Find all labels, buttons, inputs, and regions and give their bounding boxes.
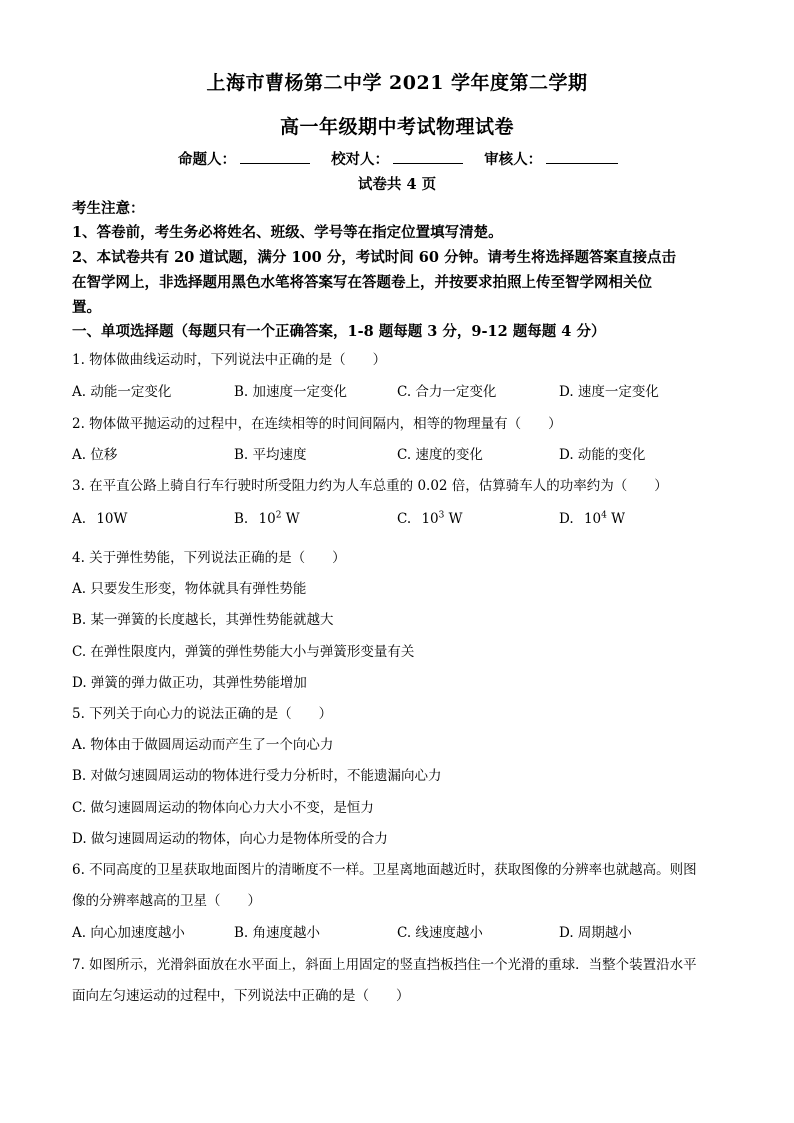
- question-6-stem-line-2: 像的分辨率越高的卫星（ ）: [72, 893, 261, 909]
- option-base: 10: [421, 511, 439, 527]
- question-2-option-a: A. 位移: [72, 447, 118, 463]
- checker-blank: [393, 149, 463, 164]
- question-2-option-c: C. 速度的变化: [397, 447, 483, 463]
- option-exponent: 4: [601, 510, 607, 521]
- question-4-option-d: D. 弹簧的弹力做正功，其弹性势能增加: [72, 675, 307, 691]
- question-2-option-d: D. 动能的变化: [559, 447, 646, 463]
- pages-note: 试卷共 4 页: [357, 176, 437, 193]
- notice-item-1: 1、答卷前，考生务必将姓名、班级、学号等在指定位置填写清楚。: [72, 224, 503, 241]
- question-1-option-d: D. 速度一定变化: [559, 384, 659, 400]
- question-3-option-c: [397, 511, 463, 527]
- question-5-option-c: C. 做匀速圆周运动的物体向心力大小不变，是恒力: [72, 800, 374, 816]
- question-5-option-b: B. 对做匀速圆周运动的物体进行受力分析时，不能遗漏向心力: [72, 768, 442, 784]
- option-letter: B.: [234, 511, 249, 527]
- question-4-option-c: C. 在弹性限度内，弹簧的弹性势能大小与弹簧形变量有关: [72, 644, 415, 660]
- option-exponent: 3: [438, 510, 445, 521]
- question-5-stem: 5. 下列关于向心力的说法正确的是（ ）: [72, 706, 333, 722]
- signature-row: [178, 148, 622, 169]
- option-value: 10W: [96, 511, 128, 527]
- question-1-stem: 1. 物体做曲线运动时，下列说法中正确的是（ ）: [72, 352, 387, 368]
- proposer-blank: [240, 149, 310, 164]
- checker-label: 校对人：: [331, 151, 390, 168]
- notice-item-2-line-3: 置。: [72, 299, 101, 316]
- question-6-option-d: D. 周期越小: [559, 925, 632, 941]
- exam-title: 高一年级期中考试物理试卷: [279, 116, 514, 138]
- question-3-option-d: [559, 511, 625, 527]
- section-1-heading: 一、单项选择题（每题只有一个正确答案，1-8 题每题 3 分，9-12 题每题 4 分）: [72, 323, 606, 340]
- question-6-stem-line-1: 6. 不同高度的卫星获取地面图片的清晰度不一样。卫星离地面越近时，获取图像的分辨率也就越高。则图: [72, 862, 697, 878]
- question-5-option-d: D. 做匀速圆周运动的物体，向心力是物体所受的合力: [72, 831, 388, 847]
- notice-item-2-line-1: 2、本试卷共有 20 道试题，满分 100 分，考试时间 60 分钟。请考生将选择题答案直接点击: [72, 249, 676, 266]
- proposer-label: 命题人：: [178, 151, 236, 168]
- question-6-option-a: A. 向心加速度越小: [72, 925, 185, 941]
- option-unit: W: [611, 511, 626, 527]
- question-4-option-b: B. 某一弹簧的长度越长，其弹性势能就越大: [72, 612, 334, 628]
- option-letter: C.: [397, 511, 412, 527]
- reviewer-label: 审核人：: [484, 151, 543, 168]
- question-2-option-b: B. 平均速度: [234, 447, 307, 463]
- question-4-option-a: A. 只要发生形变，物体就具有弹性势能: [72, 581, 307, 597]
- option-exponent: 2: [275, 510, 282, 521]
- question-7-stem-line-2: 面向左匀速运动的过程中，下列说法中正确的是（ ）: [72, 988, 410, 1004]
- notice-item-2-line-2: 在智学网上，非选择题用黑色水笔将答案写在答题卷上，并按要求拍照上传至智学网相关位: [72, 274, 652, 291]
- option-base: 10: [258, 511, 276, 527]
- school-title: 上海市曹杨第二中学 2021 学年度第二学期: [206, 72, 588, 94]
- question-6-option-b: B. 角速度越小: [234, 925, 321, 941]
- question-3-option-b: [234, 511, 300, 527]
- question-7-stem-line-1: 7. 如图所示，光滑斜面放在水平面上，斜面上用固定的竖直挡板挡住一个光滑的重球．当整个装置沿水平: [72, 957, 697, 973]
- option-letter: A.: [72, 511, 87, 527]
- question-1-option-b: B. 加速度一定变化: [234, 384, 348, 400]
- question-4-stem: 4. 关于弹性势能，下列说法正确的是（ ）: [72, 550, 346, 566]
- question-1-option-c: C. 合力一定变化: [397, 384, 497, 400]
- question-5-option-a: A. 物体由于做圆周运动而产生了一个向心力: [72, 737, 334, 753]
- question-3-stem: 3. 在平直公路上骑自行车行驶时所受阻力约为人车总重的 0.02 倍，估算骑车人的功率约为（ ）: [72, 478, 668, 494]
- option-letter: D.: [559, 511, 574, 527]
- question-6-option-c: C. 线速度越小: [397, 925, 483, 941]
- option-unit: W: [285, 511, 300, 527]
- question-3-option-a: [72, 511, 127, 527]
- option-base: 10: [583, 511, 602, 527]
- question-2-stem: 2. 物体做平抛运动的过程中，在连续相等的时间间隔内，相等的物理量有（ ）: [72, 416, 562, 432]
- option-unit: W: [448, 511, 463, 527]
- reviewer-blank: [546, 149, 618, 164]
- question-1-option-a: A. 动能一定变化: [72, 384, 172, 400]
- notice-heading: 考生注意：: [72, 200, 145, 217]
